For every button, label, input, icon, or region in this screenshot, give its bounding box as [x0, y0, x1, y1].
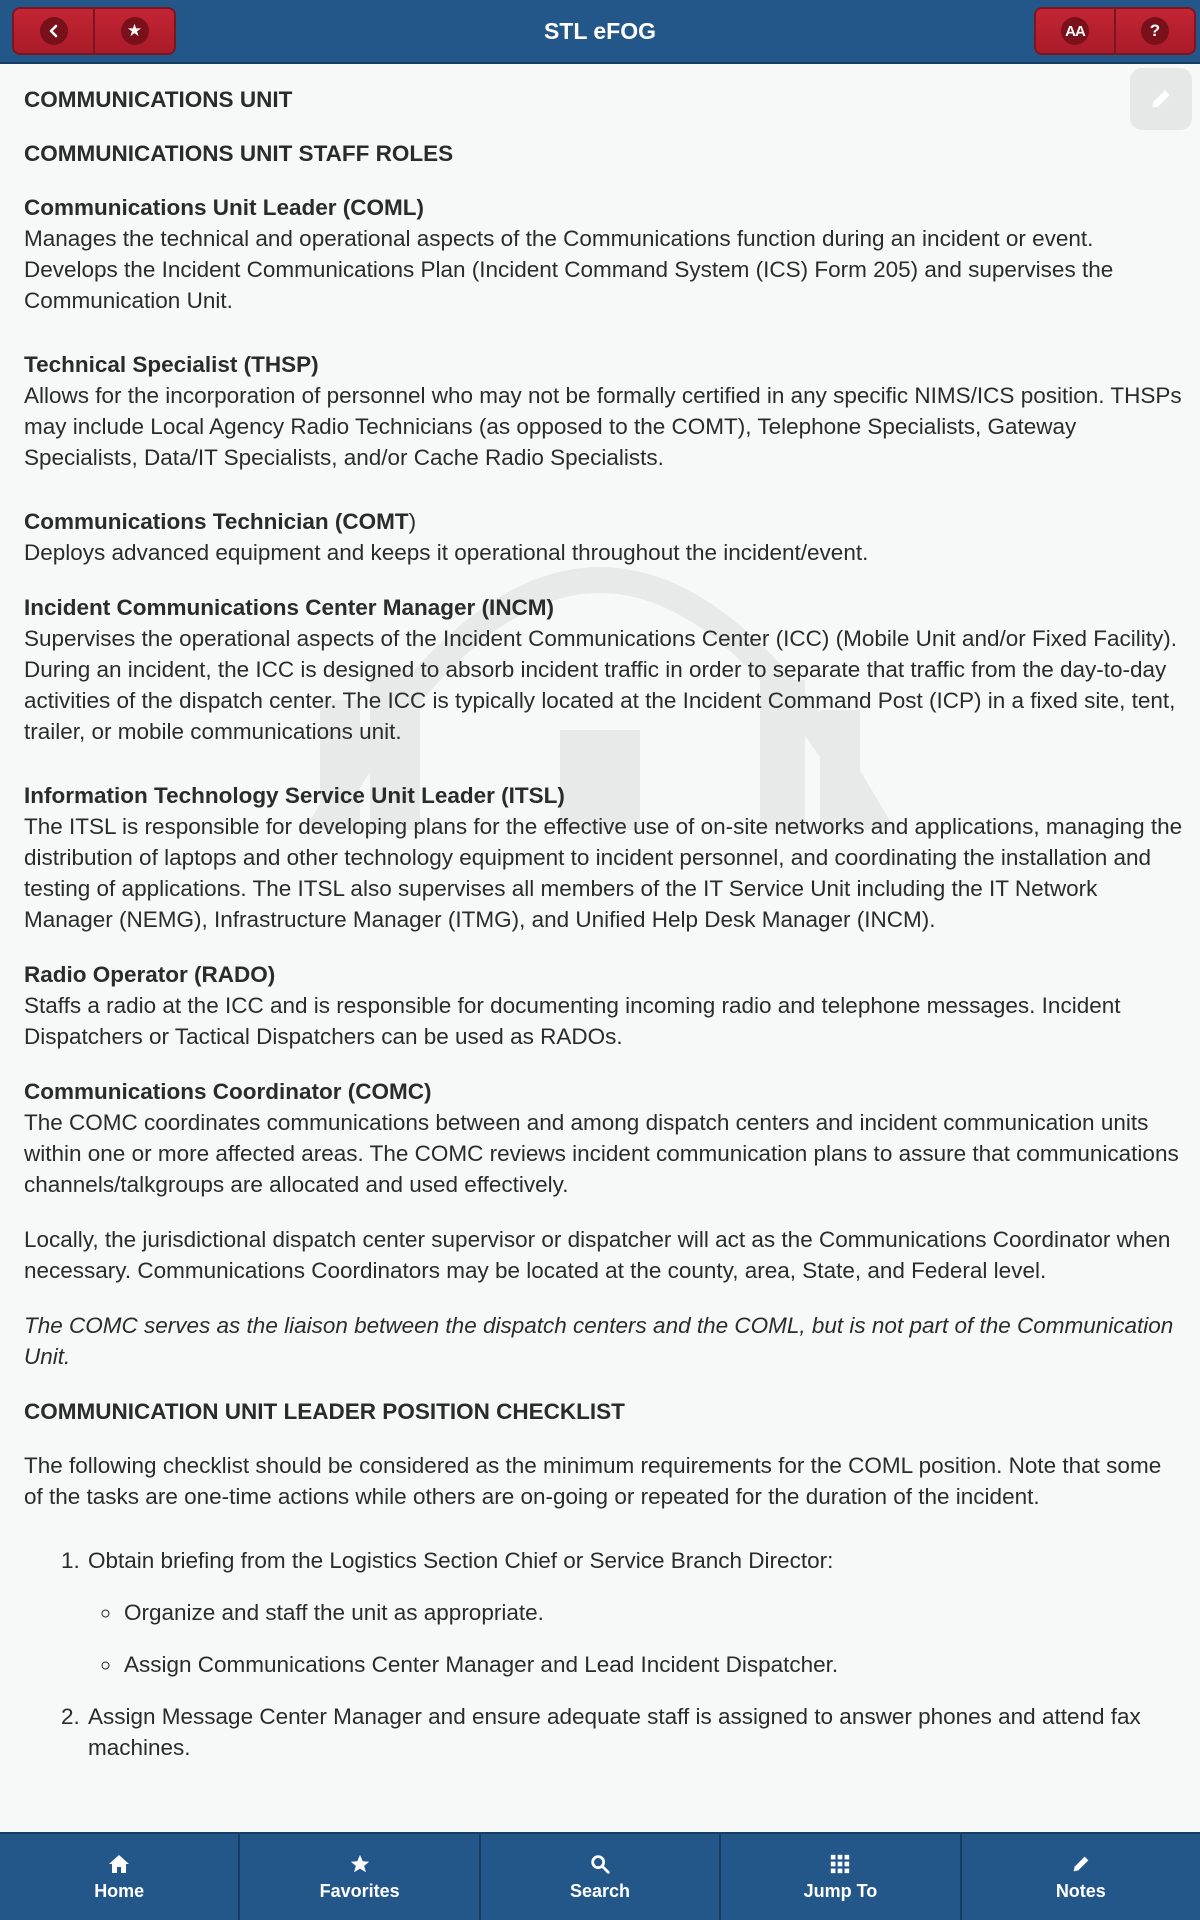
role-thsp — [24, 349, 1184, 473]
role-comc — [24, 1076, 1184, 1200]
main-content — [24, 84, 1184, 1763]
role-title: Communications Coordinator (COMC) — [24, 1079, 432, 1104]
role-comt — [24, 506, 1184, 568]
checklist — [24, 1545, 1184, 1763]
section-title: COMMUNICATIONS UNIT — [24, 87, 293, 112]
bottom-nav — [0, 1832, 1200, 1920]
help-icon: ? — [1141, 17, 1169, 45]
text-size-icon: AA — [1061, 17, 1089, 45]
pencil-icon — [1069, 1853, 1093, 1875]
text-size-button[interactable] — [1036, 9, 1114, 53]
nav-notes[interactable] — [962, 1834, 1200, 1920]
app-header — [0, 0, 1200, 64]
role-title: Information Technology Service Unit Leader (ITSL) — [24, 783, 565, 808]
help-button[interactable] — [1114, 9, 1194, 53]
nav-label: Search — [569, 1880, 631, 1901]
role-incm — [24, 592, 1184, 747]
nav-label: Home — [94, 1880, 145, 1901]
app-title: STL eFOG — [543, 18, 657, 44]
role-description: The ITSL is responsible for developing plans for the effective use of on-site networks and applications, managing the distribution of laptops and other technology equipment to incident personnel, and coordinating the installation and testing of applications. The ITSL also supervises all members of the IT Service Unit including the IT Network Manager (NEMG), Infrastructure Manager (ITMG), and Unified Help Desk Manager (INCM). — [24, 814, 1183, 932]
checklist-item-text: Obtain briefing from the Logistics Section Chief or Service Branch Director: — [88, 1548, 834, 1573]
role-title-line — [24, 506, 1184, 537]
nav-label: Jump To — [803, 1880, 878, 1901]
role-title: Communications Technician (COMT — [24, 509, 409, 534]
nav-home[interactable] — [0, 1834, 240, 1920]
nav-label: Notes — [1055, 1880, 1106, 1901]
checklist-subitem: ◦ Assign Communications Center Manager and Lead Incident Dispatcher. — [122, 1649, 1184, 1680]
role-title-suffix: ) — [408, 509, 417, 534]
role-coml — [24, 192, 1184, 316]
role-itsl — [24, 780, 1184, 935]
right-button-group — [1034, 7, 1196, 55]
role-title: Radio Operator (RADO) — [24, 962, 276, 987]
checklist-sublist — [88, 1597, 1184, 1680]
checklist-item — [86, 1545, 1184, 1680]
nav-label: Favorites — [319, 1880, 400, 1901]
role-title: Incident Communications Center Manager (INCM) — [24, 595, 555, 620]
role-description: Allows for the incorporation of personnel who may not be formally certified in any specific NIMS/ICS position. THSPs may include Local Agency Radio Technicians (as opposed to the COMT), Telephone Specialists, Gateway Specialists, Data/IT Specialists, and/or Cache Radio Specialists. — [24, 383, 1182, 470]
star-icon — [348, 1853, 372, 1875]
home-icon — [107, 1853, 131, 1875]
role-description: The COMC coordinates communications between and among dispatch centers and incident communication units within one or more affected areas. The COMC reviews incident communication plans to assure that communications channels/talkgroups are allocated and used effectively. — [24, 1110, 1179, 1197]
nav-favorites[interactable] — [240, 1834, 480, 1920]
role-title: Technical Specialist (THSP) — [24, 352, 319, 377]
role-description: Manages the technical and operational aspects of the Communications function during an incident or event. Develops the Incident Communications Plan (Incident Command System (ICS) Form 205) and supervises the Communication Unit. — [24, 226, 1114, 313]
role-rado — [24, 959, 1184, 1052]
locally-paragraph: Locally, the jurisdictional dispatch center supervisor or dispatcher will act as the Communications Coordinator when necessary. Communications Coordinators may be located at the county, area, State, and Federal level. — [24, 1227, 1171, 1283]
role-description: Supervises the operational aspects of the Incident Communications Center (ICC) (Mobile Unit and/or Fixed Facility). During an incident, the ICC is designed to absorb incident traffic in order to separate that traffic from the day-to-day activities of the dispatch center. The ICC is typically located at the Incident Command Post (ICP) in a fixed site, tent, trailer, or mobile communications unit. — [24, 626, 1178, 744]
role-description: Staffs a radio at the ICC and is responsible for documenting incoming radio and telephone messages. Incident Dispatchers or Tactical Dispatchers can be used as RADOs. — [24, 993, 1121, 1049]
checklist-item: 2. Assign Message Center Manager and ensure adequate staff is assigned to answer phones and attend fax machines. — [86, 1701, 1184, 1763]
star-icon: ★ — [121, 17, 149, 45]
nav-jump-to[interactable] — [721, 1834, 961, 1920]
role-description: Deploys advanced equipment and keeps it operational throughout the incident/event. — [24, 540, 869, 565]
comc-note: The COMC serves as the liaison between the dispatch centers and the COML, but is not part of the Communication Unit. — [24, 1313, 1174, 1369]
search-icon — [588, 1853, 612, 1875]
checklist-subitem: ◦ Organize and staff the unit as appropriate. — [122, 1597, 1184, 1628]
staff-roles-title: COMMUNICATIONS UNIT STAFF ROLES — [24, 141, 454, 166]
nav-search[interactable] — [481, 1834, 721, 1920]
checklist-intro: The following checklist should be considered as the minimum requirements for the COML position. Note that some of the tasks are one-time actions while others are on-going or repeated for the duration of the incident. — [24, 1453, 1162, 1509]
grid-icon — [828, 1853, 852, 1875]
checklist-title: COMMUNICATION UNIT LEADER POSITION CHECKLIST — [24, 1399, 625, 1424]
role-title: Communications Unit Leader (COML) — [24, 195, 425, 220]
